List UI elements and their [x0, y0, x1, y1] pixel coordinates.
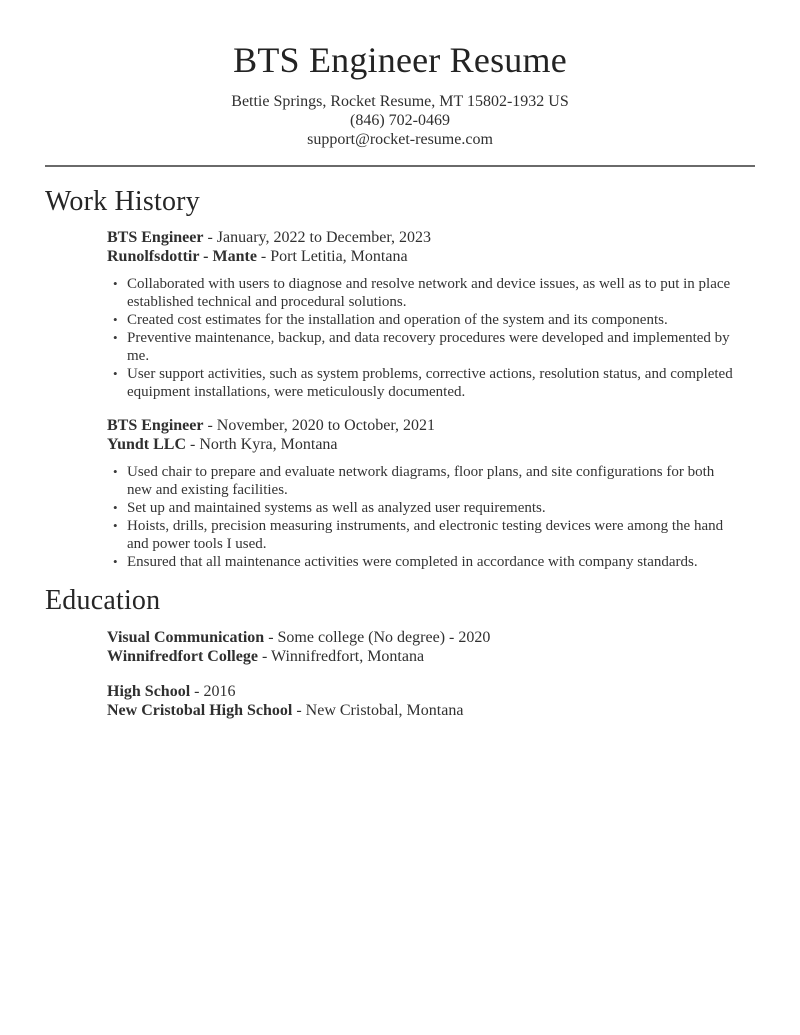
job-title: BTS Engineer — [107, 417, 204, 434]
education-location: - Winnifredfort, Montana — [261, 647, 425, 665]
job-company: Runolfsdottir - Mante — [107, 247, 257, 265]
contact-block — [45, 92, 755, 149]
job-bullet: • User support activities, such as system problems, corrective actions, resolution status, and completed equipment installations, were meticulously documented. — [107, 365, 743, 401]
job-bullet: • Set up and maintained systems as well as analyzed user requirements. — [107, 499, 743, 517]
job-bullet: • Ensured that all maintenance activities were completed in accordance with company standards. — [107, 553, 743, 571]
job-location: - Port Letitia, Montana — [260, 247, 408, 265]
job-entry-1-company-line — [107, 248, 755, 267]
education-details: - 2016 — [194, 683, 236, 700]
contact-phone: (846) 702-0469 — [350, 112, 450, 129]
job-bullet: • Preventive maintenance, backup, and data recovery procedures were developed and implemented by me. — [107, 329, 743, 365]
job-bullet: • Hoists, drills, precision measuring instruments, and electronic testing devices were among the hand and power tools I used. — [107, 517, 743, 553]
education-entry-2-school-line — [107, 702, 755, 721]
contact-address: Bettie Springs, Rocket Resume, MT 15802-1932 US — [231, 93, 569, 110]
job-dates: - November, 2020 to October, 2021 — [207, 417, 436, 434]
education-entry-1-degree-line — [107, 629, 755, 648]
education-location: - New Cristobal, Montana — [296, 701, 464, 719]
job-entry-1-header — [107, 229, 755, 266]
education-entry-2-degree-line — [107, 683, 755, 702]
page-title: BTS Engineer Resume — [233, 40, 567, 80]
job-entry-1-title-line — [107, 229, 755, 248]
job-location: - North Kyra, Montana — [190, 435, 338, 453]
job-entry-1 — [107, 229, 755, 401]
job-entry-2 — [107, 417, 755, 571]
job-bullet: • Collaborated with users to diagnose and resolve network and device issues, as well as to put in place established technical and procedural solutions. — [107, 275, 743, 311]
education-program: Visual Communication — [107, 629, 265, 646]
job-bullet: • Used chair to prepare and evaluate network diagrams, floor plans, and site configurations for both new and existing facilities. — [107, 463, 743, 499]
job-company: Yundt LLC — [107, 435, 187, 453]
job-dates: - January, 2022 to December, 2023 — [207, 229, 432, 246]
education-school: New Cristobal High School — [107, 701, 293, 719]
job-entry-2-bullets — [107, 463, 743, 571]
resume-header — [45, 36, 755, 149]
section-heading-work-history: Work History — [45, 186, 200, 217]
section-heading-education: Education — [45, 585, 161, 616]
education-entry-1-school-line — [107, 648, 755, 667]
education-details: - Some college (No degree) - 2020 — [268, 629, 491, 646]
education-entry-2 — [107, 683, 755, 720]
job-entry-2-company-line — [107, 436, 755, 455]
job-entry-2-title-line — [107, 417, 755, 436]
job-entry-2-header — [107, 417, 755, 454]
contact-email: support@rocket-resume.com — [307, 131, 493, 148]
header-divider — [45, 165, 755, 167]
job-title: BTS Engineer — [107, 229, 204, 246]
job-entry-1-bullets — [107, 275, 743, 401]
job-bullet: • Created cost estimates for the installation and operation of the system and its components. — [107, 311, 743, 329]
education-entry-1 — [107, 629, 755, 666]
education-school: Winnifredfort College — [107, 647, 258, 665]
education-program: High School — [107, 683, 191, 700]
